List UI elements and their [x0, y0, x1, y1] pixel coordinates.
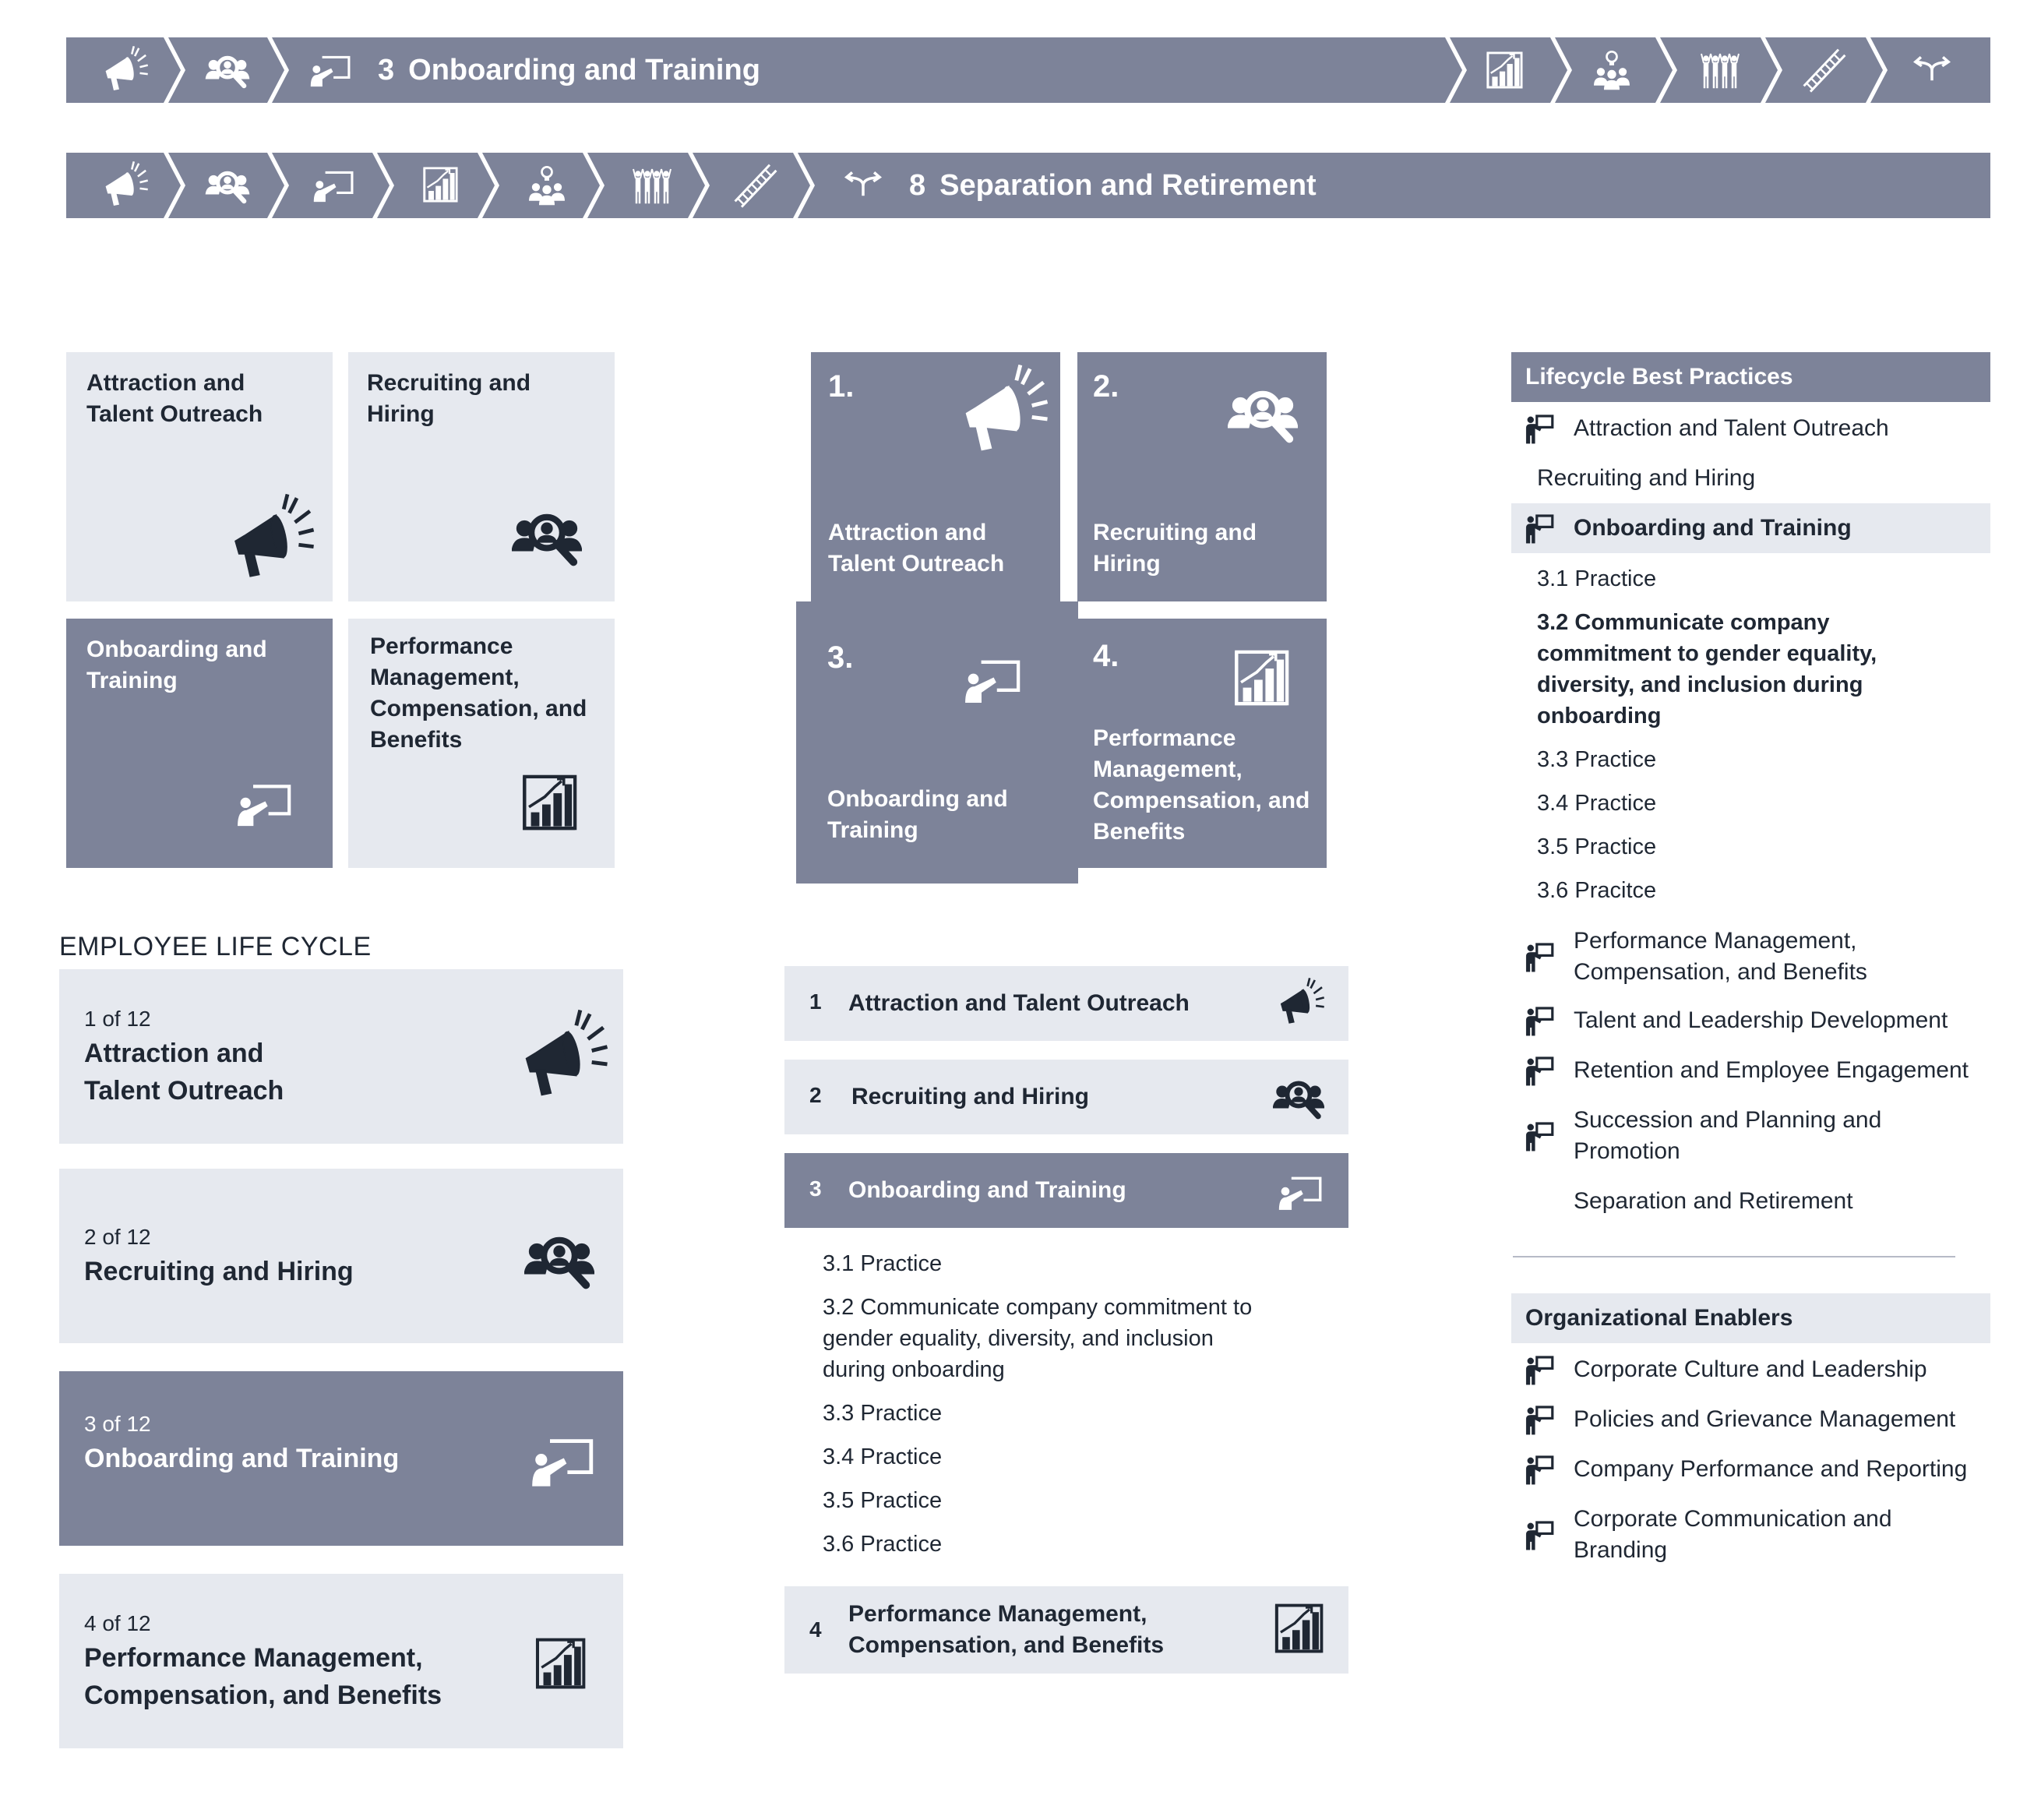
card-title: Attraction and Talent Outreach — [84, 1039, 284, 1106]
step-performance[interactable] — [1486, 37, 1532, 103]
presenter-icon — [1524, 1055, 1555, 1086]
sidebar-practice-item[interactable]: 3.4 Practice — [1537, 791, 1657, 816]
chart-icon — [534, 1638, 586, 1689]
sidebar-practice-line: diversity, and inclusion during — [1537, 672, 1863, 697]
chevron-separator — [1655, 37, 1677, 103]
megaphone-icon — [99, 45, 149, 95]
chevron-separator — [793, 153, 815, 218]
practice-item[interactable]: 3.3 Practice — [823, 1401, 943, 1426]
tile-onboarding[interactable] — [66, 619, 333, 868]
step-development[interactable] — [526, 153, 573, 218]
practice-item[interactable]: 3.2 Communicate company commitment to — [823, 1295, 1253, 1320]
step-development[interactable] — [1591, 37, 1637, 103]
tile-numbered-recruiting[interactable] — [1077, 352, 1327, 601]
training-icon — [306, 48, 354, 89]
chevron-separator — [688, 153, 710, 218]
presenter-icon — [1524, 1454, 1555, 1485]
step-attraction[interactable] — [99, 153, 155, 218]
practice-item-line: gender equality, diversity, and inclusion — [823, 1326, 1214, 1351]
recruiting-icon — [203, 48, 252, 92]
step-retention[interactable] — [627, 153, 682, 218]
sidebar-enabler-communication[interactable] — [1511, 1504, 1990, 1566]
step-separation[interactable] — [1906, 37, 1962, 103]
sidebar-item-recruiting[interactable] — [1511, 463, 1990, 494]
row-number: 1 — [809, 989, 822, 1014]
sidebar-practice-item[interactable]: 3.3 Practice — [1537, 747, 1657, 772]
card-title: Recruiting and Hiring — [84, 1257, 354, 1286]
sidebar-enabler-performance[interactable] — [1511, 1454, 1990, 1485]
megaphone-icon — [99, 160, 149, 210]
row-title: Recruiting and Hiring — [851, 1084, 1090, 1109]
team-cheer-icon — [1696, 51, 1744, 90]
tile-title: Attraction and Talent Outreach — [86, 370, 263, 427]
bar-current-step — [909, 153, 1317, 218]
chart-icon — [521, 774, 577, 831]
chart-icon — [1486, 51, 1523, 89]
sidebar-item-label: Company Performance and Reporting — [1574, 1456, 1968, 1482]
split-arrow-icon — [837, 168, 889, 203]
sidebar-item-succession[interactable] — [1511, 1105, 1990, 1167]
sidebar-item-separation[interactable] — [1511, 1186, 1990, 1217]
chevron-separator — [583, 153, 605, 218]
lifecycle-card-onboarding[interactable] — [59, 1371, 623, 1546]
sidebar-item-label: Recruiting and Hiring — [1537, 465, 1756, 491]
sidebar-item-onboarding[interactable] — [1511, 503, 1990, 553]
megaphone-icon — [222, 492, 315, 586]
list-row-recruiting[interactable] — [784, 1060, 1348, 1134]
step-recruiting[interactable] — [203, 37, 259, 103]
presenter-icon — [1524, 1404, 1555, 1435]
chart-icon — [422, 167, 458, 203]
row-number: 2 — [809, 1083, 822, 1107]
team-cheer-icon — [627, 167, 677, 206]
tile-numbered-attraction[interactable] — [811, 352, 1060, 609]
tile-title: Attraction and Talent Outreach — [828, 520, 1005, 577]
presenter-icon — [1524, 413, 1555, 444]
tile-title: Onboarding and Training — [827, 786, 1008, 843]
recruiting-icon — [1219, 379, 1306, 449]
training-icon — [519, 1427, 606, 1490]
enablers-header: Organizational Enablers — [1511, 1293, 1990, 1343]
sidebar-item-retention[interactable] — [1511, 1055, 1990, 1086]
card-count: 2 of 12 — [84, 1225, 151, 1249]
section-heading: EMPLOYEE LIFE CYCLE — [59, 932, 372, 961]
card-count: 4 of 12 — [84, 1611, 151, 1635]
recruiting-icon — [516, 1225, 603, 1295]
recruiting-icon — [504, 502, 590, 572]
chevron-separator — [164, 153, 185, 218]
recruiting-icon — [1266, 1072, 1331, 1123]
sidebar-item-label: Performance Management, Compensation, and Benefits — [1574, 928, 1867, 985]
ladder-icon — [1801, 47, 1848, 93]
tile-title: Recruiting and Hiring — [367, 370, 531, 427]
chevron-separator — [267, 153, 289, 218]
lifecycle-card-performance[interactable] — [59, 1574, 623, 1748]
chevron-separator — [1550, 37, 1572, 103]
presenter-icon — [1524, 1005, 1555, 1036]
tile-recruiting[interactable] — [348, 352, 615, 601]
presenter-icon — [1524, 1519, 1555, 1550]
list-row-onboarding[interactable] — [784, 1153, 1348, 1228]
bar-step-label: Onboarding and Training — [408, 54, 760, 86]
ladder-icon — [732, 162, 779, 209]
row-title: Onboarding and Training — [848, 1177, 1126, 1203]
tile-number: 1. — [828, 369, 855, 404]
training-icon — [225, 774, 303, 829]
step-onboarding[interactable] — [306, 37, 362, 103]
tile-numbered-performance[interactable] — [1077, 619, 1327, 868]
step-succession[interactable] — [1801, 37, 1851, 103]
step-performance[interactable] — [422, 153, 469, 218]
sidebar-item-development[interactable] — [1511, 1005, 1990, 1036]
megaphone-icon — [513, 1008, 609, 1105]
sidebar-item-label: Succession and Planning and Promotion — [1574, 1107, 1882, 1164]
sidebar-item-label: Talent and Leadership Development — [1574, 1007, 1948, 1033]
sidebar-enabler-policies[interactable] — [1511, 1404, 1990, 1435]
step-succession[interactable] — [732, 153, 787, 218]
sidebar-practice-line: onboarding — [1537, 704, 1662, 728]
training-icon — [309, 164, 358, 204]
list-row-performance[interactable] — [784, 1586, 1348, 1674]
training-icon — [952, 650, 1033, 706]
bar-step-label: Separation and Retirement — [939, 169, 1317, 202]
bar-step-number: 3 — [378, 54, 395, 86]
presenter-icon — [1524, 513, 1555, 544]
practice-item[interactable]: 3.5 Practice — [823, 1488, 943, 1513]
presenter-icon — [1524, 941, 1555, 972]
sidebar-item-label: Onboarding and Training — [1574, 515, 1852, 541]
practice-item[interactable]: 3.6 Practice — [823, 1532, 943, 1557]
lifecycle-card-attraction[interactable] — [59, 969, 623, 1144]
sidebar-practice-item-active[interactable]: 3.2 Communicate company — [1537, 610, 1830, 635]
sidebar-divider — [1513, 1256, 1955, 1257]
lifecycle-card-recruiting[interactable] — [59, 1169, 623, 1343]
lifecycle-progress-bar-separation — [66, 153, 1990, 218]
chevron-separator — [1866, 37, 1888, 103]
tile-title: Performance Management, Compensation, and Benefits — [1093, 725, 1310, 845]
tile-attraction[interactable] — [66, 352, 333, 601]
chevron-separator — [164, 37, 185, 103]
card-count: 3 of 12 — [84, 1412, 151, 1436]
presenter-icon — [1524, 1354, 1555, 1385]
step-recruiting[interactable] — [203, 153, 259, 218]
sidebar-item-label: Retention and Employee Engagement — [1574, 1057, 1969, 1083]
megaphone-icon — [1274, 977, 1325, 1028]
list-row-attraction[interactable] — [784, 966, 1348, 1041]
idea-team-icon — [526, 164, 568, 206]
practice-item[interactable]: 3.4 Practice — [823, 1444, 943, 1469]
practice-item[interactable]: 3.1 Practice — [823, 1251, 943, 1276]
idea-team-icon — [1591, 48, 1633, 90]
sidebar-practice-item[interactable]: 3.6 Pracitce — [1537, 878, 1657, 903]
training-icon — [1271, 1169, 1330, 1212]
row-number: 3 — [809, 1176, 822, 1201]
row-number: 4 — [809, 1617, 822, 1642]
megaphone-icon — [953, 363, 1049, 460]
sidebar-practice-line: commitment to gender equality, — [1537, 641, 1877, 666]
tile-title: Performance Management, Compensation, and Benefits — [370, 633, 587, 753]
card-title: Onboarding and Training — [84, 1444, 400, 1473]
sidebar-item-attraction[interactable] — [1511, 413, 1990, 444]
sidebar-item-performance[interactable] — [1511, 926, 1990, 988]
split-arrow-icon — [1906, 53, 1958, 87]
step-separation[interactable] — [837, 153, 894, 218]
row-title: Attraction and Talent Outreach — [848, 990, 1190, 1016]
sidebar-item-label: Policies and Grievance Management — [1574, 1406, 1956, 1432]
chart-icon — [1233, 650, 1289, 706]
tile-number: 4. — [1093, 639, 1119, 673]
tile-performance[interactable] — [348, 619, 615, 868]
tile-title: Recruiting and Hiring — [1093, 520, 1257, 577]
step-retention[interactable] — [1696, 37, 1746, 103]
step-attraction[interactable] — [99, 37, 155, 103]
practice-item-line: during onboarding — [823, 1357, 1005, 1382]
row-title: Performance Management, Compensation, and Benefits — [848, 1601, 1165, 1658]
presenter-icon — [1524, 1120, 1555, 1152]
tile-number: 2. — [1093, 369, 1119, 404]
chevron-separator — [478, 153, 499, 218]
best-practices-header: Lifecycle Best Practices — [1511, 352, 1990, 402]
card-count: 1 of 12 — [84, 1007, 151, 1031]
sidebar-practice-item[interactable]: 3.1 Practice — [1537, 566, 1657, 591]
tile-number: 3. — [827, 640, 854, 675]
recruiting-icon — [203, 164, 252, 207]
sidebar-item-label: Corporate Culture and Leadership — [1574, 1356, 1927, 1382]
sidebar-item-label: Attraction and Talent Outreach — [1574, 415, 1889, 441]
lifecycle-progress-bar-onboarding — [66, 37, 1990, 103]
chevron-separator — [267, 37, 289, 103]
tile-title: Onboarding and Training — [86, 637, 267, 693]
sidebar-item-label: Separation and Retirement — [1574, 1188, 1853, 1214]
chevron-separator — [1445, 37, 1467, 103]
sidebar-practice-item[interactable]: 3.5 Practice — [1537, 834, 1657, 859]
card-title: Performance Management, Compensation, and Benefits — [84, 1643, 442, 1710]
sidebar-enabler-culture[interactable] — [1511, 1354, 1990, 1385]
chart-icon — [1274, 1603, 1324, 1653]
chevron-separator — [1761, 37, 1782, 103]
step-onboarding[interactable] — [309, 153, 365, 218]
tile-numbered-onboarding[interactable] — [796, 601, 1078, 884]
chevron-separator — [372, 153, 394, 218]
bar-step-number: 8 — [909, 169, 926, 202]
bar-current-step — [378, 37, 760, 103]
sidebar-item-label: Corporate Communication and Branding — [1574, 1506, 1892, 1563]
